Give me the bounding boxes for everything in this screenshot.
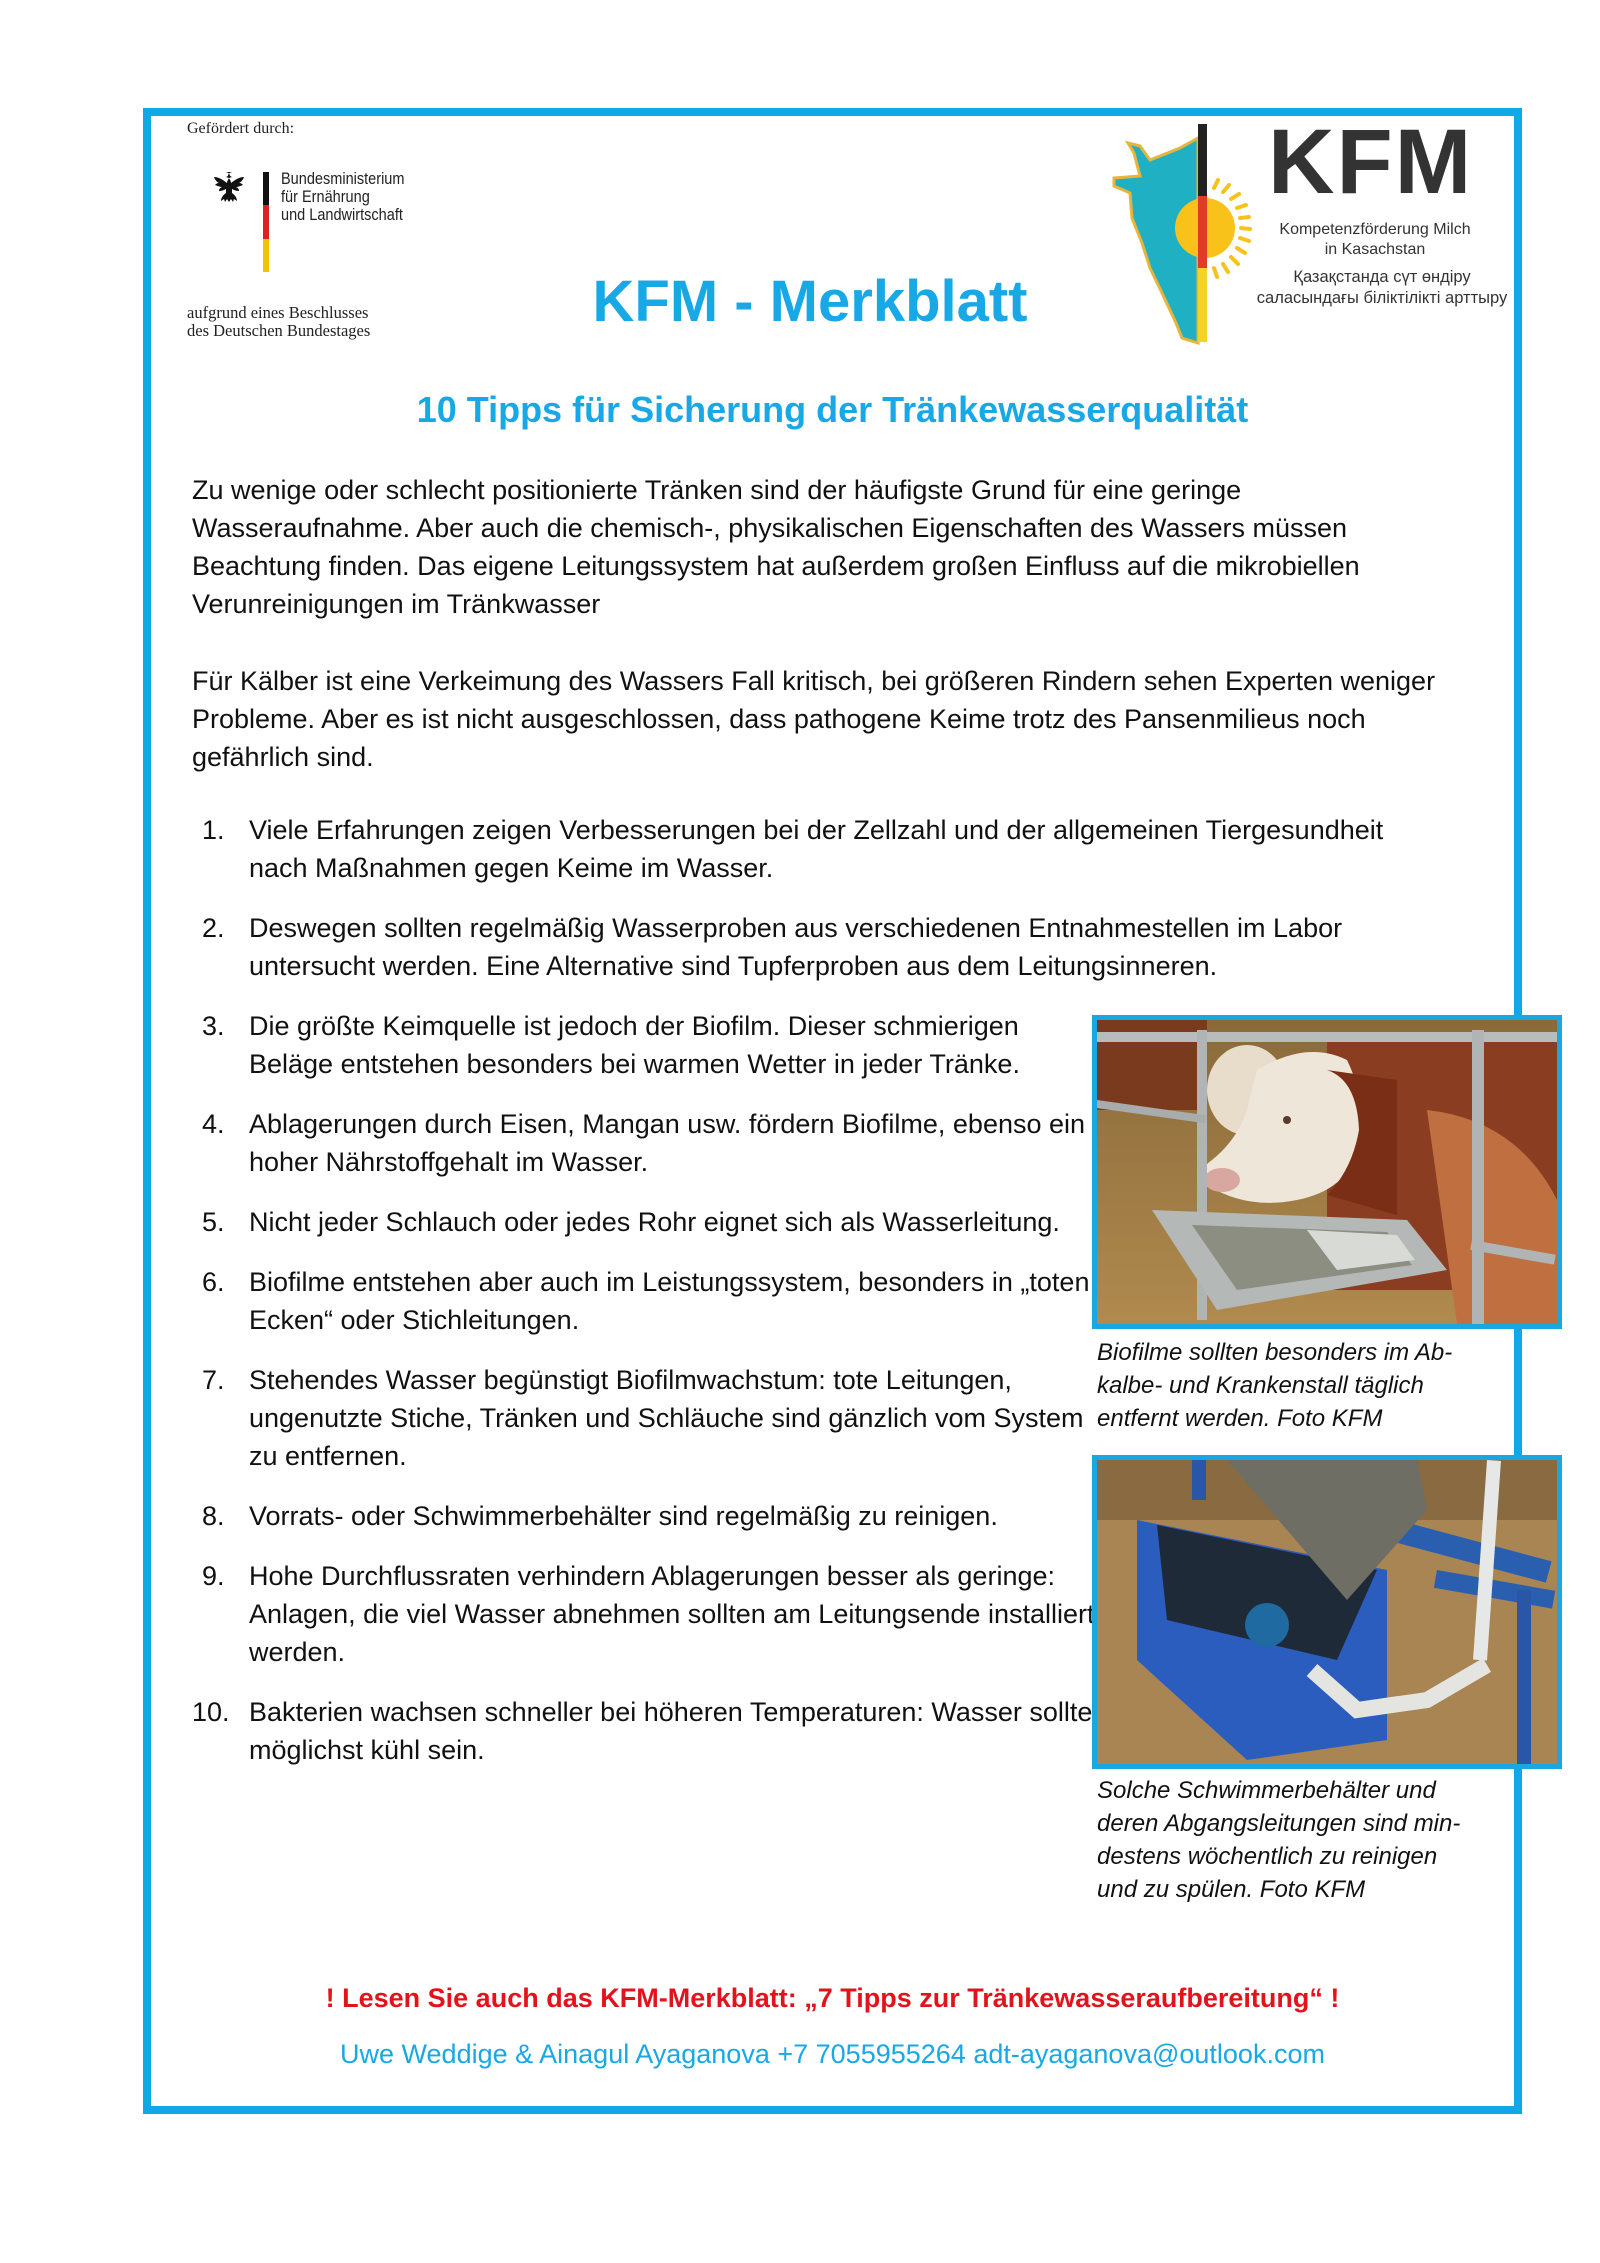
ministry-line: und Landwirtschaft: [281, 206, 403, 224]
related-leaflet-notice: ! Lesen Sie auch das KFM-Merkblatt: „7 Tipps zur Tränkewasseraufbereitung“ !: [325, 1983, 1340, 2013]
tip-number: 8.: [202, 1501, 225, 1531]
intro-paragraph: Für Kälber ist eine Verkeimung des Wassers Fall kritisch, bei größeren Rindern sehen Experten weniger Probleme. Aber es ist nicht ausgeschlossen, dass pathogene Keime trotz des Pansenmilieus noch gefährlich sind.: [192, 666, 1436, 772]
tip-text: Bakterien wachsen schneller bei höheren Temperaturen: Wasser sollte möglichst kühl sein.: [249, 1697, 1093, 1765]
tip-text: Viele Erfahrungen zeigen Verbesserungen bei der Zellzahl und der allgemeinen Tiergesundheit nach Maßnahmen gegen Keime im Wasser.: [249, 815, 1384, 883]
authors: Uwe Weddige & Ainagul Ayaganova: [340, 2039, 770, 2069]
federal-eagle-icon: [212, 170, 254, 210]
kfm-logo-kazakh: [1232, 267, 1532, 309]
float-tank-image: [1097, 1460, 1557, 1764]
logo-kazakh-line: саласындағы біліктілікті арттыру: [1256, 289, 1508, 307]
tip-item: [192, 1007, 1109, 1083]
contact-line: [151, 2039, 1514, 2070]
kfm-logo-subtitle: [1250, 220, 1500, 260]
photo-caption: [1097, 1774, 1517, 1906]
tip-text: Biofilme entstehen aber auch im Leistungssystem, besonders in „toten Ecken“ oder Stichleitungen.: [249, 1267, 1090, 1335]
ministry-line: für Ernährung: [281, 188, 370, 206]
page-subtitle: 10 Tipps für Sicherung der Tränkewasserqualität: [416, 389, 1249, 430]
email-link[interactable]: adt-ayaganova@outlook.com: [973, 2039, 1325, 2069]
tip-number: 6.: [202, 1267, 225, 1297]
tip-text: Stehendes Wasser begünstigt Biofilmwachstum: tote Leitungen, ungenutzte Stiche, Tränken und Schläuche sind gänzlich vom System zu entfernen.: [249, 1365, 1084, 1471]
tip-text: Die größte Keimquelle ist jedoch der Biofilm. Dieser schmierigen Beläge entstehen besonders bei warmen Wetter in jeder Tränke.: [249, 1011, 1020, 1079]
tip-item: [192, 811, 1449, 887]
caption-line: Biofilme sollten besonders im Ab-: [1097, 1339, 1453, 1366]
tip-number: 5.: [202, 1207, 225, 1237]
tip-number: 10.: [192, 1697, 230, 1727]
funded-by-label: Gefördert durch:: [187, 120, 295, 137]
decision-line: des Deutschen Bundestages: [187, 321, 371, 340]
photo-float-tank: [1092, 1455, 1562, 1769]
tip-item: [192, 1263, 1109, 1339]
tip-number: 4.: [202, 1109, 225, 1139]
tip-item: [192, 1693, 1109, 1769]
tip-text: Nicht jeder Schlauch oder jedes Rohr eignet sich als Wasserleitung.: [249, 1207, 1060, 1237]
tip-item: [192, 1361, 1109, 1475]
tip-text: Hohe Durchflussraten verhindern Ablagerungen besser als geringe: Anlagen, die viel Wasser abnehmen sollten am Leitungsende installiert werden.: [249, 1561, 1095, 1667]
tip-number: 7.: [202, 1365, 225, 1395]
logo-kazakh-line: Қазақстанда сүт өндіру: [1293, 268, 1471, 286]
tip-item: [192, 1203, 1109, 1241]
caption-line: destens wöchentlich zu reinigen: [1097, 1843, 1438, 1870]
caption-line: Solche Schwimmerbehälter und: [1097, 1777, 1436, 1804]
tip-item: [192, 1105, 1109, 1181]
tip-text: Ablagerungen durch Eisen, Mangan usw. fördern Biofilme, ebenso ein hoher Nährstoffgehalt im Wasser.: [249, 1109, 1086, 1177]
tip-text: Deswegen sollten regelmäßig Wasserproben aus verschiedenen Entnahmestellen im Labor untersucht werden. Eine Alternative sind Tupferproben aus dem Leitungsinneren.: [249, 913, 1343, 981]
caption-line: entfernt werden. Foto KFM: [1097, 1405, 1383, 1432]
photo-caption: [1097, 1336, 1517, 1435]
tip-item: [192, 1497, 1109, 1535]
ministry-line: Bundesministerium: [281, 170, 405, 188]
photo-cow-trough: [1092, 1015, 1562, 1329]
caption-line: und zu spülen. Foto KFM: [1097, 1876, 1366, 1903]
tip-number: 2.: [202, 913, 225, 943]
cow-trough-image: [1097, 1020, 1557, 1324]
german-flag-bar: [263, 172, 269, 272]
phone-number[interactable]: +7 7055955264: [777, 2039, 966, 2069]
page-title: KFM - Merkblatt: [592, 269, 1028, 334]
ministry-name: [281, 170, 404, 224]
caption-line: kalbe- und Krankenstall täglich: [1097, 1372, 1424, 1399]
tip-item: [192, 1557, 1109, 1671]
kfm-logo-acronym: KFM: [1268, 111, 1474, 213]
bundestag-decision: [187, 304, 370, 340]
kfm-cow-logo-icon: [1110, 118, 1270, 348]
logo-subtitle-line: in Kasachstan: [1324, 241, 1426, 258]
tip-number: 9.: [202, 1561, 225, 1591]
tip-item: [192, 909, 1449, 985]
logo-subtitle-line: Kompetenzförderung Milch: [1279, 221, 1471, 238]
tip-text: Vorrats- oder Schwimmerbehälter sind regelmäßig zu reinigen.: [249, 1501, 998, 1531]
caption-line: deren Abgangsleitungen sind min-: [1097, 1810, 1461, 1837]
intro-paragraph: Zu wenige oder schlecht positionierte Tränken sind der häufigste Grund für eine geringe Wasseraufnahme. Aber auch die chemisch-, physikalischen Eigenschaften des Wassers müssen Beachtung finden. Das eigene Leitungssystem hat außerdem großen Einfluss auf die mikrobiellen Verunreinigungen im Tränkwasser: [192, 475, 1360, 619]
tip-number: 1.: [202, 815, 225, 845]
decision-line: aufgrund eines Beschlusses: [187, 303, 369, 322]
tip-number: 3.: [202, 1011, 225, 1041]
